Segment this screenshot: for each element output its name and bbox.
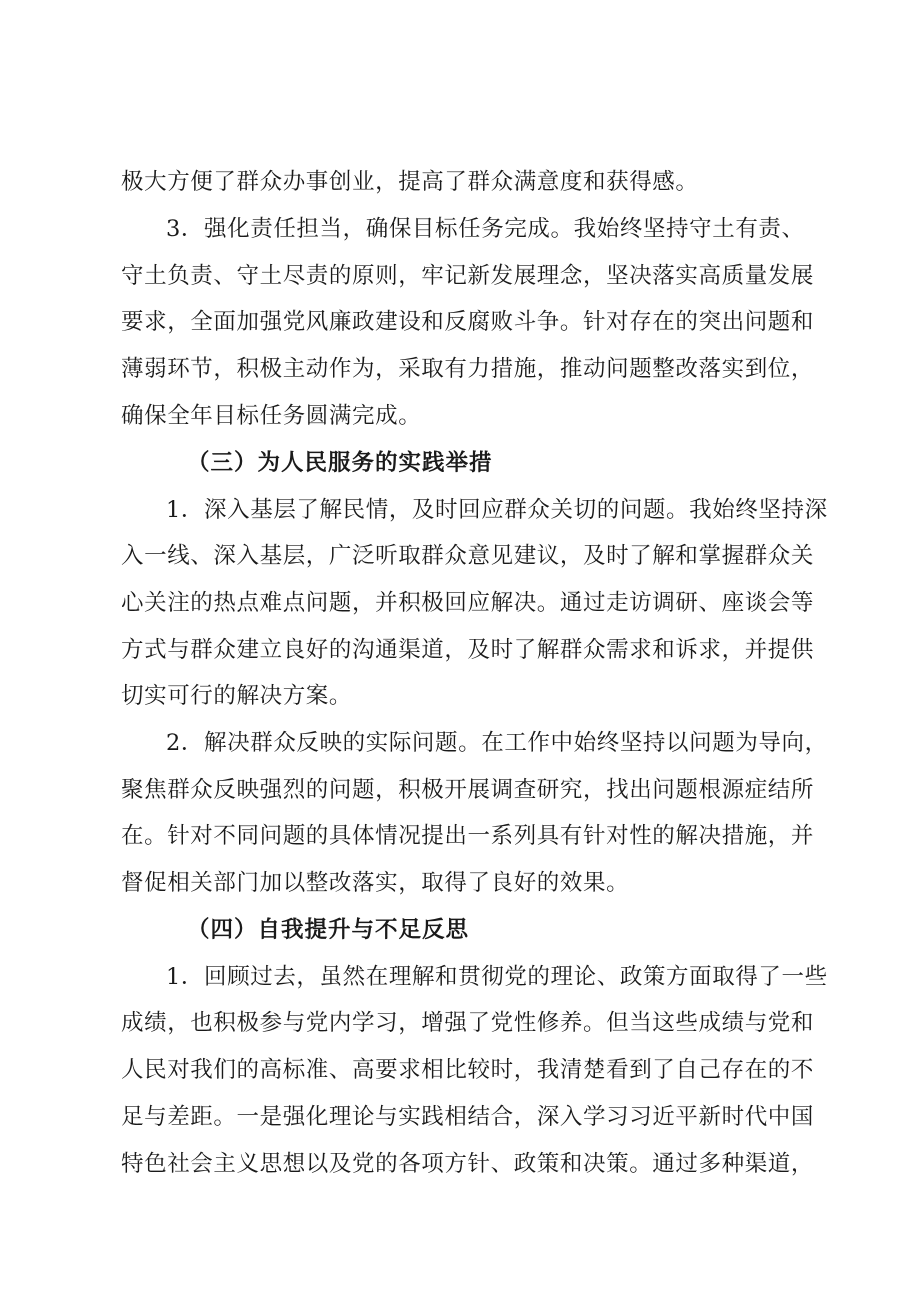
body-text-line: 要求，全面加强党风廉政建设和反腐败斗争。针对存在的突出问题和 xyxy=(121,309,815,335)
body-text-line: 极大方便了群众办事创业，提高了群众满意度和获得感。 xyxy=(121,169,699,195)
body-text-line: 特色社会主义思想以及党的各项方针、政策和决策。通过多种渠道， xyxy=(121,1151,815,1177)
body-text-line: 人民对我们的高标准、高要求相比较时，我清楚看到了自己存在的不 xyxy=(121,1057,815,1083)
body-text-line: 入一线、深入基层，广泛听取群众意见建议，及时了解和掌握群众关 xyxy=(121,543,815,569)
body-text-line: 守土负责、守土尽责的原则，牢记新发展理念，坚决落实高质量发展 xyxy=(121,263,815,289)
section-heading: （四）自我提升与不足反思 xyxy=(187,917,470,943)
body-text-line: 3．强化责任担当，确保目标任务完成。我始终坚持守土有责、 xyxy=(166,216,805,242)
body-text-line: 确保全年目标任务圆满完成。 xyxy=(121,403,422,429)
body-text-line: 足与差距。一是强化理论与实践相结合，深入学习习近平新时代中国 xyxy=(121,1104,815,1130)
body-text-line: 1．回顾过去，虽然在理解和贯彻党的理论、政策方面取得了一些 xyxy=(166,964,828,990)
body-text-line: 1．深入基层了解民情，及时回应群众关切的问题。我始终坚持深 xyxy=(166,497,828,523)
body-text-line: 成绩，也积极参与党内学习，增强了党性修养。但当这些成绩与党和 xyxy=(121,1010,815,1036)
body-text-line: 切实可行的解决方案。 xyxy=(121,683,353,709)
body-text-line: 聚焦群众反映强烈的问题，积极开展调查研究，找出问题根源症结所 xyxy=(121,777,815,803)
body-text-line: 方式与群众建立良好的沟通渠道，及时了解群众需求和诉求，并提供 xyxy=(121,637,815,663)
section-heading: （三）为人民服务的实践举措 xyxy=(187,450,493,476)
body-text-line: 2．解决群众反映的实际问题。在工作中始终坚持以问题为导向， xyxy=(166,730,828,756)
body-text-line: 心关注的热点难点问题，并积极回应解决。通过走访调研、座谈会等 xyxy=(121,590,815,616)
body-text-line: 在。针对不同问题的具体情况提出一系列具有针对性的解决措施，并 xyxy=(121,823,815,849)
body-text-line: 薄弱环节，积极主动作为，采取有力措施，推动问题整改落实到位， xyxy=(121,356,815,382)
body-text-line: 督促相关部门加以整改落实，取得了良好的效果。 xyxy=(121,870,630,896)
